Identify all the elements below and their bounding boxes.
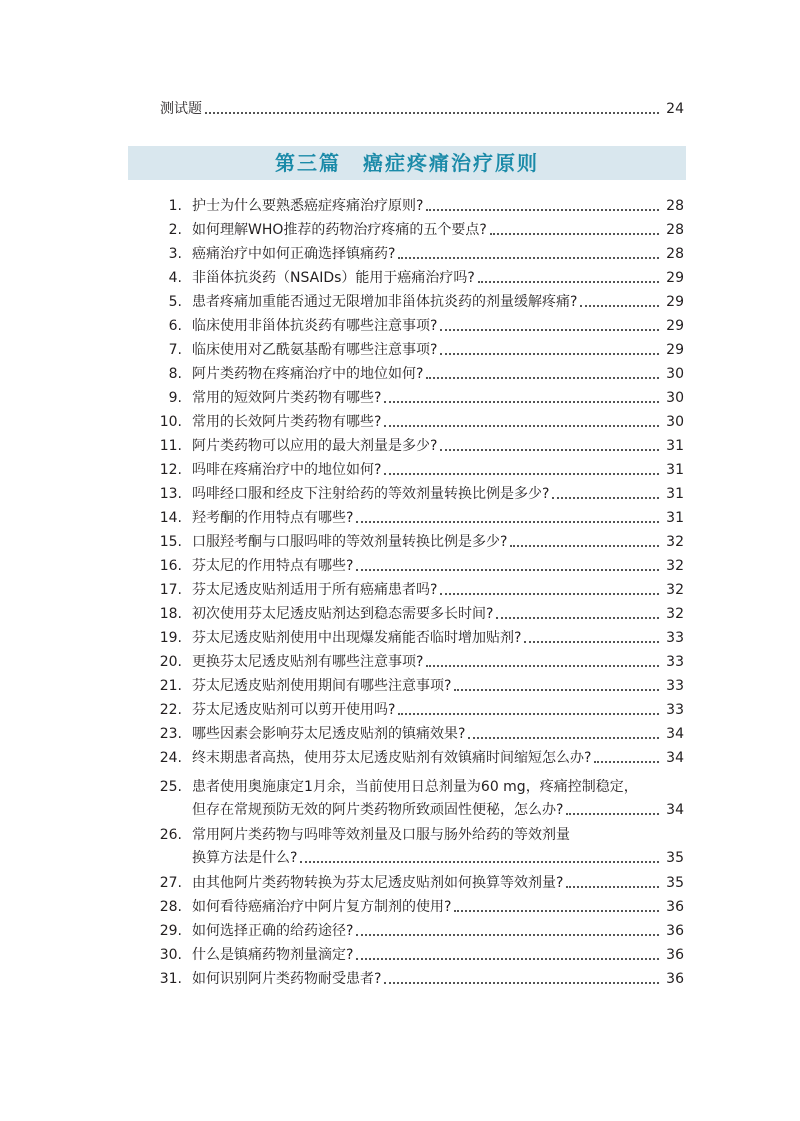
dot-leader [490, 232, 659, 235]
toc-entry[interactable] [150, 315, 684, 337]
toc-entry[interactable] [150, 603, 684, 625]
dot-leader [478, 280, 659, 283]
toc-page-number: 32 [666, 582, 684, 598]
toc-entry-number: 19. [159, 630, 182, 646]
toc-page-number: 29 [666, 342, 684, 358]
toc-page-number: 35 [666, 850, 684, 866]
toc-entry-number: 24. [159, 750, 182, 766]
toc-entry-number: 6. [168, 318, 182, 334]
toc-entry[interactable] [150, 435, 684, 457]
toc-page-number: 32 [666, 534, 684, 550]
toc-entry-title: 芬太尼透皮贴剂使用中出现爆发痛能否临时增加贴剂? [192, 630, 522, 646]
toc-entry[interactable] [150, 944, 684, 966]
toc-entry-number: 31. [159, 971, 182, 987]
toc-page-number: 33 [666, 678, 684, 694]
toc-entry-continuation[interactable] [192, 799, 684, 821]
toc-page-number: 24 [666, 101, 684, 117]
toc-page-number: 34 [666, 802, 684, 818]
toc-entry-title: 芬太尼透皮贴剂使用期间有哪些注意事项? [192, 678, 452, 694]
toc-page-number: 29 [666, 318, 684, 334]
toc-page-number: 28 [666, 222, 684, 238]
toc-entry-title: 芬太尼的作用特点有哪些? [192, 558, 354, 574]
toc-entry-title: 阿片类药物在疼痛治疗中的地位如何? [192, 366, 424, 382]
toc-entry-title: 什么是镇痛药物剂量滴定? [192, 947, 354, 963]
dot-leader [468, 736, 659, 739]
toc-page-number: 33 [666, 654, 684, 670]
dot-leader [356, 520, 659, 523]
toc-entry-number: 12. [159, 462, 182, 478]
toc-entry-number: 11. [159, 438, 182, 454]
dot-leader [398, 712, 659, 715]
toc-page-number: 31 [666, 438, 684, 454]
toc-entry[interactable] [150, 579, 684, 601]
dot-leader [426, 664, 659, 667]
toc-page-number: 32 [666, 558, 684, 574]
toc-entry-title: 常用的长效阿片类药物有哪些? [192, 414, 382, 430]
toc-entry-title: 终末期患者高热，使用芬太尼透皮贴剂有效镇痛时间缩短怎么办? [192, 750, 592, 766]
toc-entry-number: 1. [168, 198, 182, 214]
toc-entry-title: 芬太尼透皮贴剂可以剪开使用吗? [192, 702, 396, 718]
dot-leader [510, 544, 659, 547]
toc-entry-title: 吗啡经口服和经皮下注射给药的等效剂量转换比例是多少? [192, 486, 550, 502]
toc-entry[interactable] [150, 872, 684, 894]
toc-entry-title: 如何理解WHO推荐的药物治疗疼痛的五个要点? [192, 222, 487, 238]
toc-entry[interactable] [150, 896, 684, 918]
toc-entry-title: 更换芬太尼透皮贴剂有哪些注意事项? [192, 654, 424, 670]
toc-page-number: 28 [666, 246, 684, 262]
toc-page-number: 31 [666, 486, 684, 502]
toc-entry-title: 护士为什么要熟悉癌症疼痛治疗原则? [192, 198, 424, 214]
dot-leader [205, 111, 659, 114]
dot-leader [356, 957, 659, 960]
dot-leader [384, 424, 659, 427]
toc-entry-title: 吗啡在疼痛治疗中的地位如何? [192, 462, 382, 478]
toc-entry-title: 临床使用对乙酰氨基酚有哪些注意事项? [192, 342, 438, 358]
toc-entry[interactable] [150, 339, 684, 361]
toc-entry-number: 9. [168, 390, 182, 406]
toc-entry-title: 患者疼痛加重能否通过无限增加非甾体抗炎药的剂量缓解疼痛? [192, 294, 578, 310]
section-title: 第三篇 癌症疼痛治疗原则 [275, 151, 539, 175]
dot-leader [356, 568, 659, 571]
dot-leader [356, 933, 659, 936]
toc-entry-title: 临床使用非甾体抗炎药有哪些注意事项? [192, 318, 438, 334]
toc-page-number: 31 [666, 462, 684, 478]
dot-leader [454, 688, 659, 691]
toc-entry-number: 22. [159, 702, 182, 718]
toc-entry[interactable] [150, 627, 684, 649]
toc-page-number: 30 [666, 414, 684, 430]
toc-entry-number: 20. [159, 654, 182, 670]
toc-entry-title: 口服羟考酮与口服吗啡的等效剂量转换比例是多少? [192, 534, 508, 550]
toc-entry-title: 癌痛治疗中如何正确选择镇痛药? [192, 246, 396, 262]
toc-entry-title: 如何看待癌痛治疗中阿片复方制剂的使用? [192, 899, 452, 915]
toc-entry-number: 17. [159, 582, 182, 598]
toc-entry-title: 患者使用奥施康定1月余，当前使用日总剂量为60 mg，疼痛控制稳定， [192, 779, 638, 795]
toc-entry[interactable] [150, 747, 684, 769]
toc-entry[interactable] [150, 651, 684, 673]
toc-entry-number: 2. [168, 222, 182, 238]
toc-entry[interactable] [150, 776, 684, 798]
toc-entry[interactable] [150, 483, 684, 505]
toc-entry-title: 如何识别阿片类药物耐受患者? [192, 971, 382, 987]
toc-entry[interactable] [150, 195, 684, 217]
toc-entry-title-line2: 换算方法是什么? [192, 850, 298, 866]
dot-leader [440, 352, 659, 355]
toc-entry-number: 13. [159, 486, 182, 502]
toc-page-number: 30 [666, 390, 684, 406]
toc-entry-number: 21. [159, 678, 182, 694]
toc-entry-number: 30. [159, 947, 182, 963]
toc-entry[interactable] [150, 555, 684, 577]
toc-entry[interactable] [150, 675, 684, 697]
dot-leader [300, 860, 659, 863]
toc-entry[interactable] [150, 387, 684, 409]
toc-entry-title: 初次使用芬太尼透皮贴剂达到稳态需要多长时间? [192, 606, 494, 622]
toc-page-number: 29 [666, 294, 684, 310]
toc-entry-number: 15. [159, 534, 182, 550]
toc-page-number: 36 [666, 971, 684, 987]
toc-entry[interactable] [150, 824, 684, 846]
toc-page-number: 33 [666, 630, 684, 646]
toc-entry[interactable] [150, 699, 684, 721]
toc-entry-title: 非甾体抗炎药（NSAIDs）能用于癌痛治疗吗? [192, 270, 475, 286]
dot-leader [440, 592, 659, 595]
toc-page-number: 34 [666, 750, 684, 766]
toc-entry[interactable] [150, 531, 684, 553]
toc-page-number: 32 [666, 606, 684, 622]
toc-entry-title: 如何选择正确的给药途径? [192, 923, 354, 939]
toc-entry-number: 14. [159, 510, 182, 526]
toc-entry-title: 阿片类药物可以应用的最大剂量是多少? [192, 438, 438, 454]
toc-entry-number: 16. [159, 558, 182, 574]
dot-leader [594, 760, 659, 763]
toc-entry-title: 由其他阿片类药物转换为芬太尼透皮贴剂如何换算等效剂量? [192, 875, 564, 891]
toc-entry-title: 芬太尼透皮贴剂适用于所有癌痛患者吗? [192, 582, 438, 598]
toc-entry-number: 27. [159, 875, 182, 891]
dot-leader [384, 981, 659, 984]
toc-entry[interactable] [150, 968, 684, 990]
dot-leader [580, 304, 659, 307]
toc-entry-title-line2: 但存在常规预防无效的阿片类药物所致顽固性便秘，怎么办? [192, 802, 564, 818]
toc-entry[interactable] [150, 920, 684, 942]
toc-entry-title: 常用阿片类药物与吗啡等效剂量及口服与肠外给药的等效剂量 [192, 827, 570, 843]
toc-entry-quiz[interactable] [160, 98, 684, 120]
toc-page-number: 30 [666, 366, 684, 382]
dot-leader [566, 812, 659, 815]
toc-entry[interactable] [150, 363, 684, 385]
toc-entry[interactable] [150, 291, 684, 313]
dot-leader [454, 909, 659, 912]
toc-page-number: 28 [666, 198, 684, 214]
toc-page-number: 31 [666, 510, 684, 526]
toc-page-number: 35 [666, 875, 684, 891]
toc-entry[interactable] [150, 243, 684, 265]
dot-leader [524, 640, 659, 643]
dot-leader [440, 448, 659, 451]
dot-leader [566, 885, 659, 888]
toc-page-number: 29 [666, 270, 684, 286]
dot-leader [398, 256, 659, 259]
dot-leader [426, 208, 659, 211]
dot-leader [384, 472, 659, 475]
toc-entry-continuation[interactable] [192, 847, 684, 869]
toc-entry-number: 25. [159, 779, 182, 795]
toc-entry-number: 28. [159, 899, 182, 915]
dot-leader [440, 328, 659, 331]
toc-page-number: 36 [666, 947, 684, 963]
toc-entry-number: 7. [168, 342, 182, 358]
toc-entry-number: 26. [159, 827, 182, 843]
dot-leader [384, 400, 659, 403]
toc-entry[interactable] [150, 411, 684, 433]
toc-entry-number: 23. [159, 726, 182, 742]
toc-entry-number: 4. [168, 270, 182, 286]
toc-page-number: 33 [666, 702, 684, 718]
dot-leader [426, 376, 659, 379]
toc-entry-title: 测试题 [160, 101, 202, 117]
toc-entry-number: 29. [159, 923, 182, 939]
toc-page-number: 34 [666, 726, 684, 742]
toc-page-number: 36 [666, 923, 684, 939]
toc-entry[interactable] [150, 219, 684, 241]
toc-entry[interactable] [150, 507, 684, 529]
dot-leader [552, 496, 659, 499]
toc-entry-title: 常用的短效阿片类药物有哪些? [192, 390, 382, 406]
toc-entry-number: 8. [168, 366, 182, 382]
toc-entry-number: 5. [168, 294, 182, 310]
toc-entry-number: 3. [168, 246, 182, 262]
toc-entry[interactable] [150, 723, 684, 745]
toc-entry-title: 羟考酮的作用特点有哪些? [192, 510, 354, 526]
toc-page-number: 36 [666, 899, 684, 915]
toc-entry[interactable] [150, 267, 684, 289]
toc-entry-number: 18. [159, 606, 182, 622]
dot-leader [496, 616, 659, 619]
toc-entry-number: 10. [159, 414, 182, 430]
toc-entry[interactable] [150, 459, 684, 481]
toc-entry-title: 哪些因素会影响芬太尼透皮贴剂的镇痛效果? [192, 726, 466, 742]
